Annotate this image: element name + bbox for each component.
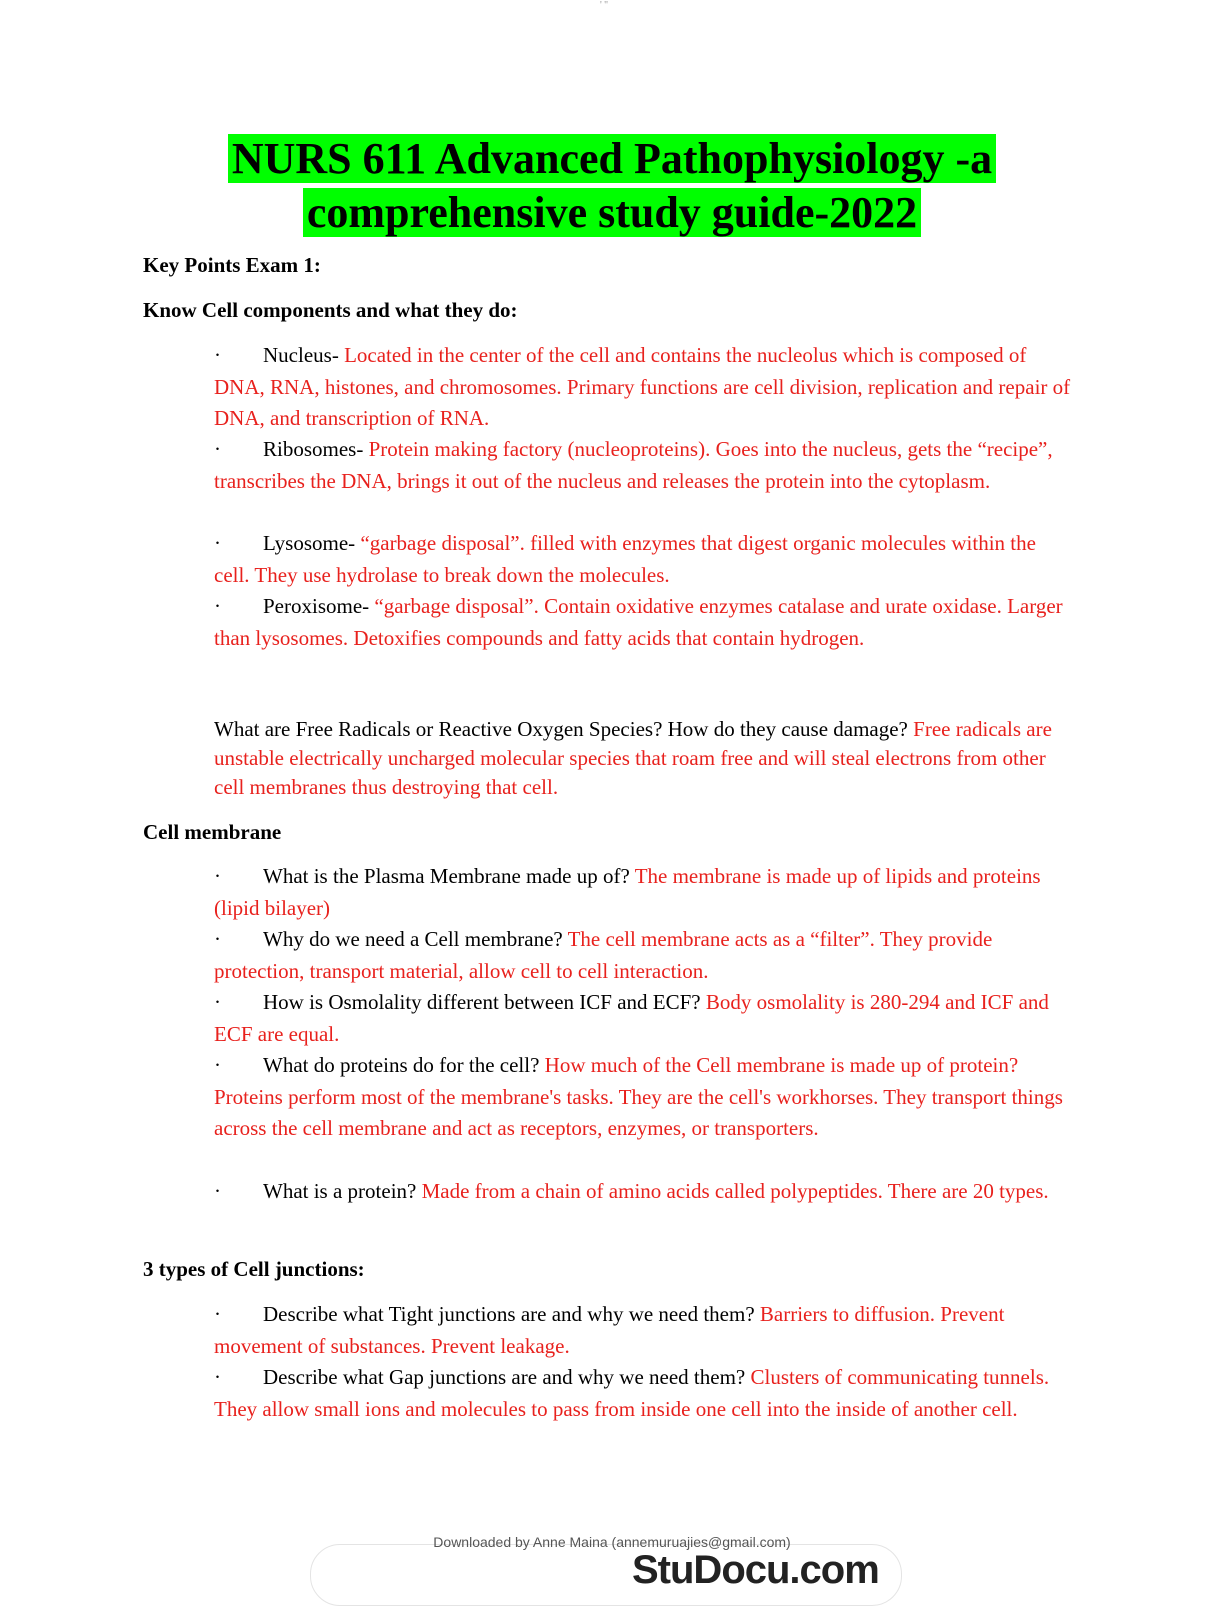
bullet: · bbox=[214, 927, 221, 951]
heading-cell-components: Know Cell components and what they do: bbox=[143, 298, 518, 322]
list-item-plasma-membrane bbox=[214, 861, 1074, 924]
document-title bbox=[0, 132, 1224, 240]
answer: Body osmolality is 280-294 and ICF and ECF are equal. bbox=[214, 990, 1049, 1046]
answer: Made from a chain of amino acids called polypeptides. There are 20 types. bbox=[421, 1179, 1049, 1203]
download-notice: Downloaded by Anne Maina (annemuruajies@gmail.com) bbox=[433, 1534, 791, 1550]
question: How is Osmolality different between ICF and ECF? bbox=[263, 990, 706, 1014]
bullet: · bbox=[214, 531, 221, 555]
list-item-ribosomes bbox=[214, 434, 1074, 497]
studocu-logo[interactable]: StuDocu.com bbox=[632, 1548, 879, 1592]
bullet: · bbox=[214, 1053, 221, 1077]
list-item-nucleus bbox=[214, 340, 1074, 435]
question: Peroxisome- bbox=[263, 594, 375, 618]
answer: Protein making factory (nucleoproteins). Goes into the nucleus, gets the “recipe”, transcribes the DNA, brings it out of the nucleus and releases the protein into the cytoplasm. bbox=[214, 437, 1053, 493]
question: What is the Plasma Membrane made up of? bbox=[263, 864, 635, 888]
question: Describe what Tight junctions are and why we need them? bbox=[263, 1302, 760, 1326]
answer: Clusters of communicating tunnels. They allow small ions and molecules to pass from inside one cell into the inside of another cell. bbox=[214, 1365, 1050, 1421]
answer: Barriers to diffusion. Prevent movement of substances. Prevent leakage. bbox=[214, 1302, 1005, 1358]
question: Describe what Gap junctions are and why we need them? bbox=[263, 1365, 751, 1389]
bullet: · bbox=[214, 343, 221, 367]
list-item-proteins bbox=[214, 1050, 1074, 1145]
question: Why do we need a Cell membrane? bbox=[263, 927, 568, 951]
heading-cell-junctions: 3 types of Cell junctions: bbox=[143, 1257, 365, 1281]
list-item-what-is-protein bbox=[214, 1176, 1074, 1208]
bullet: · bbox=[214, 990, 221, 1014]
list-item-tight-junctions bbox=[214, 1299, 1074, 1362]
list-item-lysosome bbox=[214, 528, 1074, 591]
bullet: · bbox=[214, 1179, 221, 1203]
answer: How much of the Cell membrane is made up of protein? Proteins perform most of the membrane's tasks. They are the cell's workhorses. They transport things across the cell membrane and act as receptors, enzymes, or transporters. bbox=[214, 1053, 1063, 1140]
top-mark: ' '' bbox=[600, 0, 608, 11]
question: What is a protein? bbox=[263, 1179, 422, 1203]
free-radicals-paragraph bbox=[214, 715, 1064, 802]
bullet: · bbox=[214, 1365, 221, 1389]
list-item-peroxisome bbox=[214, 591, 1074, 654]
bullet: · bbox=[214, 864, 221, 888]
question: Ribosomes- bbox=[263, 437, 369, 461]
answer: “garbage disposal”. filled with enzymes that digest organic molecules within the cell. They use hydrolase to break down the molecules. bbox=[214, 531, 1036, 587]
answer: The cell membrane acts as a “filter”. They provide protection, transport material, allow cell to cell interaction. bbox=[214, 927, 993, 983]
answer: Free radicals are unstable electrically uncharged molecular species that roam free and will steal electrons from other cell membranes thus destroying that cell. bbox=[214, 717, 1052, 799]
list-item-why-membrane bbox=[214, 924, 1074, 987]
title-line-2: comprehensive study guide-2022 bbox=[303, 188, 921, 237]
bullet: · bbox=[214, 594, 221, 618]
heading-cell-membrane: Cell membrane bbox=[143, 820, 282, 844]
question: Lysosome- bbox=[263, 531, 361, 555]
answer: Located in the center of the cell and contains the nucleolus which is composed of DNA, RNA, histones, and chromosomes. Primary functions are cell division, replication and repair of DNA, and transcription of RNA. bbox=[214, 343, 1071, 430]
bullet: · bbox=[214, 437, 221, 461]
question: Nucleus- bbox=[263, 343, 345, 367]
heading-key-points: Key Points Exam 1: bbox=[143, 253, 321, 277]
answer: “garbage disposal”. Contain oxidative enzymes catalase and urate oxidase. Larger than lysosomes. Detoxifies compounds and fatty acids that contain hydrogen. bbox=[214, 594, 1063, 650]
title-line-1: NURS 611 Advanced Pathophysiology -a bbox=[228, 134, 996, 183]
question: What are Free Radicals or Reactive Oxygen Species? How do they cause damage? bbox=[214, 717, 914, 741]
question: What do proteins do for the cell? bbox=[263, 1053, 545, 1077]
answer: The membrane is made up of lipids and proteins (lipid bilayer) bbox=[214, 864, 1041, 920]
list-item-osmolality bbox=[214, 987, 1074, 1050]
bullet: · bbox=[214, 1302, 221, 1326]
list-item-gap-junctions bbox=[214, 1362, 1074, 1425]
